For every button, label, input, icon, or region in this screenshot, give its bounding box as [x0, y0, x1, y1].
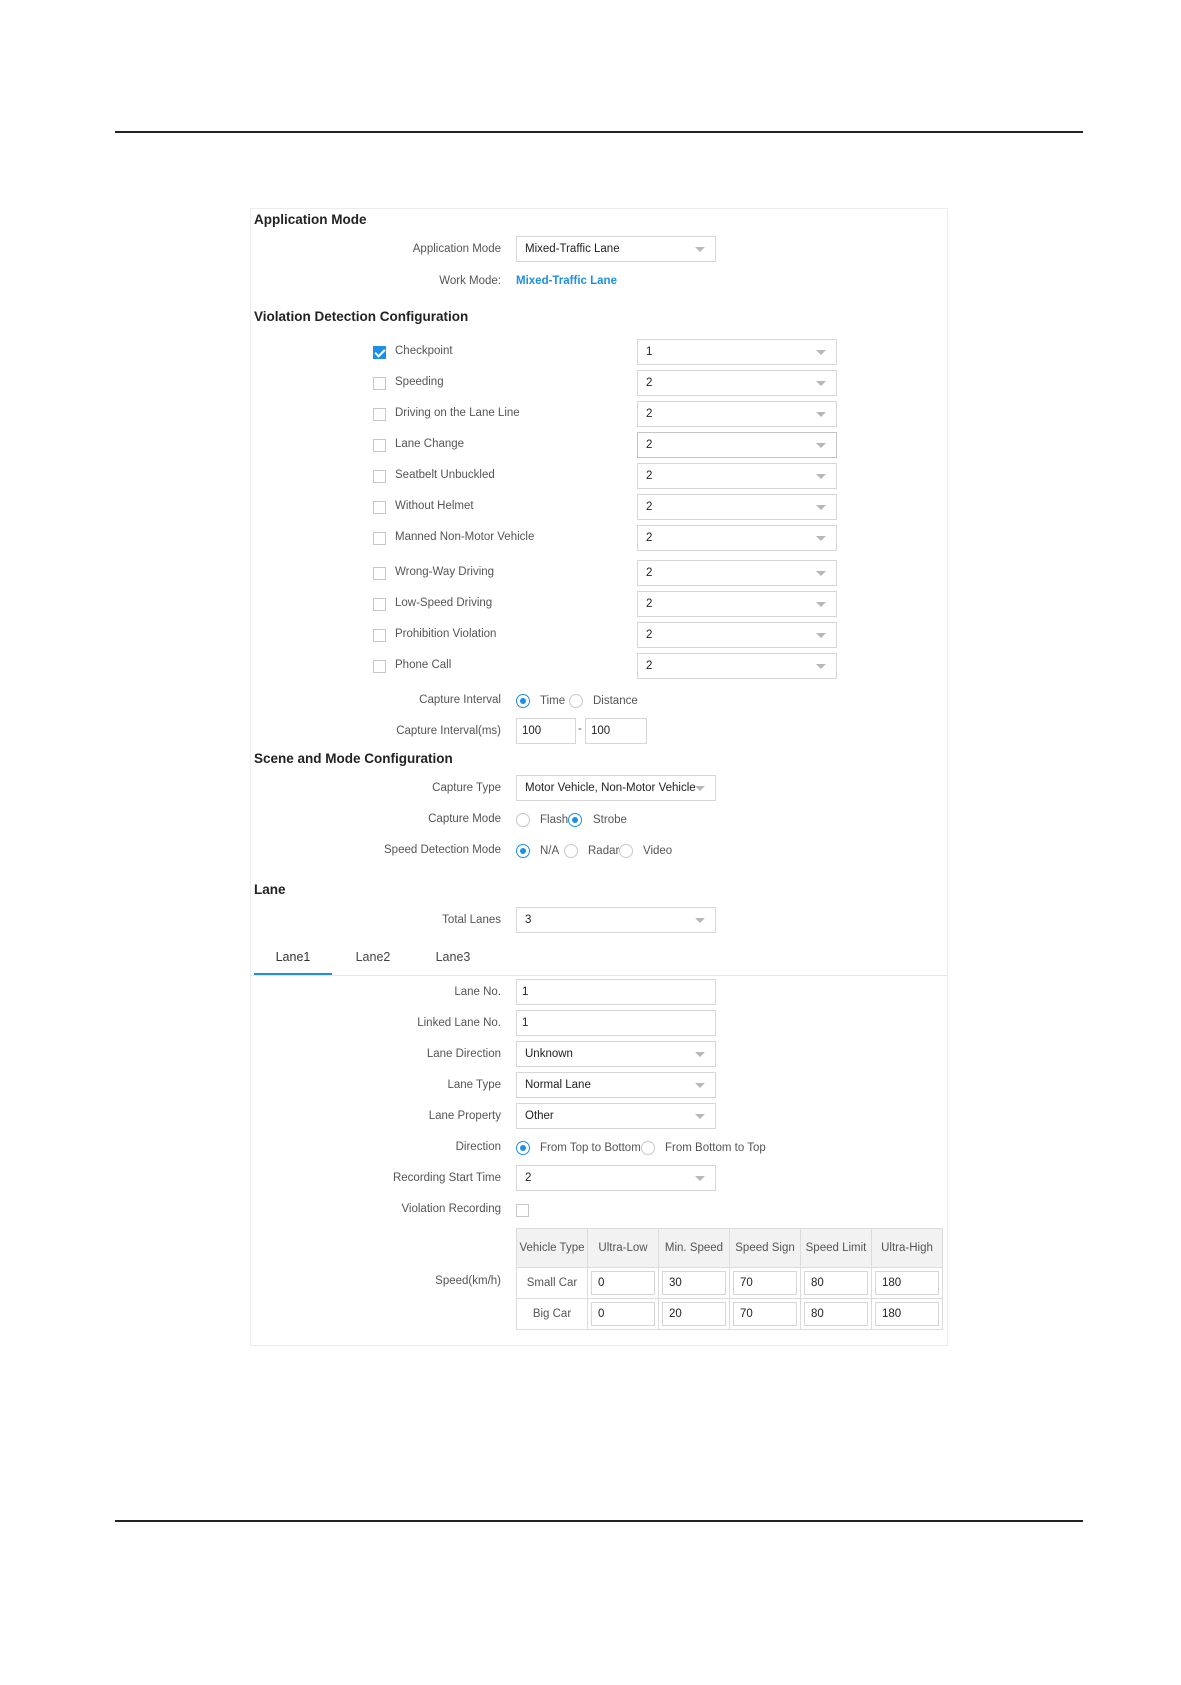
lane-heading: Lane	[254, 882, 286, 897]
application-mode-select[interactable]: Mixed-Traffic Lane	[516, 236, 716, 262]
violation-recording-checkbox[interactable]	[516, 1204, 529, 1217]
col-speed-sign: Speed Sign	[730, 1229, 801, 1268]
table-row	[517, 1268, 943, 1299]
low-speed-select[interactable]: 2	[637, 591, 837, 617]
manned-non-motor-select[interactable]: 2	[637, 525, 837, 551]
chevron-down-icon	[695, 1052, 705, 1057]
col-vehicle-type: Vehicle Type	[517, 1229, 588, 1268]
capture-interval-distance-radio[interactable]	[569, 694, 583, 708]
prohibition-select[interactable]: 2	[637, 622, 837, 648]
chevron-down-icon	[816, 536, 826, 541]
application-mode-label: Application Mode	[412, 243, 501, 255]
vehicle-type-cell: Small Car	[517, 1268, 588, 1299]
capture-interval-to-input[interactable]: 100	[585, 718, 647, 744]
cell-wrap	[801, 1268, 872, 1299]
capture-interval-time-radio[interactable]	[516, 694, 530, 708]
wrong-way-checkbox[interactable]	[373, 567, 386, 580]
lane-change-label: Lane Change	[395, 438, 465, 450]
speed-limit-input[interactable]: 80	[804, 1271, 868, 1295]
settings-panel	[250, 208, 948, 1346]
speed-sign-input[interactable]: 70	[733, 1271, 797, 1295]
work-mode-label: Work Mode:	[439, 275, 501, 287]
speed-detection-na-radio[interactable]	[516, 844, 530, 858]
chevron-down-icon	[816, 571, 826, 576]
wrong-way-label: Wrong-Way Driving	[395, 566, 495, 578]
direction-top-bottom-radio[interactable]	[516, 1141, 530, 1155]
linked-lane-no-label: Linked Lane No.	[417, 1017, 501, 1029]
col-ultra-low: Ultra-Low	[588, 1229, 659, 1268]
interval-separator: -	[578, 723, 582, 735]
phone-call-checkbox[interactable]	[373, 660, 386, 673]
wrong-way-select[interactable]: 2	[637, 560, 837, 586]
lane-direction-label: Lane Direction	[426, 1048, 501, 1060]
prohibition-checkbox[interactable]	[373, 629, 386, 642]
total-lanes-select[interactable]: 3	[516, 907, 716, 933]
capture-type-select[interactable]: Motor Vehicle, Non-Motor Vehicle	[516, 775, 716, 801]
violation-recording-label: Violation Recording	[401, 1203, 501, 1215]
ultra-low-input[interactable]: 0	[591, 1302, 655, 1326]
scene-mode-heading: Scene and Mode Configuration	[254, 751, 453, 766]
cell-wrap	[659, 1299, 730, 1330]
speed-table	[516, 1228, 943, 1330]
cell-wrap	[730, 1268, 801, 1299]
cell-wrap	[588, 1299, 659, 1330]
speed-label: Speed(km/h)	[435, 1275, 501, 1287]
chevron-down-icon	[816, 633, 826, 638]
col-min-speed: Min. Speed	[659, 1229, 730, 1268]
speeding-select[interactable]: 2	[637, 370, 837, 396]
chevron-down-icon	[816, 381, 826, 386]
cell-wrap	[659, 1268, 730, 1299]
bottom-rule	[115, 1520, 1083, 1522]
lane-change-select[interactable]: 2	[637, 432, 837, 458]
phone-call-label: Phone Call	[395, 659, 452, 671]
speed-detection-label: Speed Detection Mode	[384, 844, 501, 856]
recording-start-label: Recording Start Time	[392, 1172, 501, 1184]
chevron-down-icon	[695, 1176, 705, 1181]
lane-property-select[interactable]: Other	[516, 1103, 716, 1129]
helmet-label: Without Helmet	[395, 500, 474, 512]
min-speed-input[interactable]: 30	[662, 1271, 726, 1295]
lane-line-label: Driving on the Lane Line	[395, 407, 520, 419]
chevron-down-icon	[816, 664, 826, 669]
chevron-down-icon	[695, 1114, 705, 1119]
cell-wrap	[588, 1268, 659, 1299]
chevron-down-icon	[816, 350, 826, 355]
col-speed-limit: Speed Limit	[801, 1229, 872, 1268]
manned-non-motor-checkbox[interactable]	[373, 532, 386, 545]
cell-wrap	[730, 1299, 801, 1330]
helmet-select[interactable]: 2	[637, 494, 837, 520]
checkpoint-select[interactable]: 1	[637, 339, 837, 365]
lane-type-select[interactable]: Normal Lane	[516, 1072, 716, 1098]
speed-detection-video-label: Video	[643, 845, 673, 857]
lane-direction-select[interactable]: Unknown	[516, 1041, 716, 1067]
recording-start-select[interactable]: 2	[516, 1165, 716, 1191]
manned-non-motor-label: Manned Non-Motor Vehicle	[395, 531, 535, 543]
chevron-down-icon	[695, 918, 705, 923]
lane-type-label: Lane Type	[447, 1079, 501, 1091]
application-mode-heading: Application Mode	[254, 212, 367, 227]
capture-interval-from-input[interactable]: 100	[516, 718, 576, 744]
capture-interval-distance-label: Distance	[593, 695, 638, 707]
speeding-checkbox[interactable]	[373, 377, 386, 390]
lane-property-label: Lane Property	[428, 1110, 501, 1122]
ultra-high-input[interactable]: 180	[875, 1271, 939, 1295]
capture-mode-strobe-label: Strobe	[593, 814, 627, 826]
work-mode-value: Mixed-Traffic Lane	[516, 275, 617, 287]
capture-mode-strobe-radio[interactable]	[568, 813, 582, 827]
lane-line-select[interactable]: 2	[637, 401, 837, 427]
direction-top-bottom-label: From Top to Bottom	[540, 1142, 641, 1154]
capture-mode-flash-radio[interactable]	[516, 813, 530, 827]
direction-bottom-top-label: From Bottom to Top	[665, 1142, 766, 1154]
chevron-down-icon	[695, 247, 705, 252]
chevron-down-icon	[816, 602, 826, 607]
min-speed-input[interactable]: 20	[662, 1302, 726, 1326]
capture-mode-label: Capture Mode	[428, 813, 501, 825]
seatbelt-select[interactable]: 2	[637, 463, 837, 489]
tab-divider	[251, 975, 947, 976]
ultra-low-input[interactable]: 0	[591, 1271, 655, 1295]
checkpoint-checkbox[interactable]	[373, 346, 386, 359]
linked-lane-no-input[interactable]: 1	[516, 1010, 716, 1036]
tab-lane3[interactable]: Lane3	[435, 950, 471, 964]
speed-detection-radar-radio[interactable]	[564, 844, 578, 858]
violation-detection-heading: Violation Detection Configuration	[254, 309, 469, 324]
capture-interval-label: Capture Interval	[419, 694, 501, 706]
lane-no-input[interactable]: 1	[516, 979, 716, 1005]
chevron-down-icon	[816, 443, 826, 448]
speeding-label: Speeding	[395, 376, 444, 388]
tab-lane2[interactable]: Lane2	[355, 950, 391, 964]
speed-detection-video-radio[interactable]	[619, 844, 633, 858]
lane-line-checkbox[interactable]	[373, 408, 386, 421]
speed-detection-na-label: N/A	[540, 845, 560, 857]
col-ultra-high: Ultra-High	[872, 1229, 943, 1268]
cell-wrap	[872, 1268, 943, 1299]
total-lanes-label: Total Lanes	[442, 914, 501, 926]
capture-interval-time-label: Time	[540, 695, 566, 707]
ultra-high-input[interactable]: 180	[875, 1302, 939, 1326]
seatbelt-checkbox[interactable]	[373, 470, 386, 483]
seatbelt-label: Seatbelt Unbuckled	[395, 469, 495, 481]
capture-type-label: Capture Type	[432, 782, 501, 794]
tab-lane1[interactable]: Lane1	[275, 950, 311, 964]
cell-wrap	[801, 1299, 872, 1330]
lane-change-checkbox[interactable]	[373, 439, 386, 452]
vehicle-type-cell: Big Car	[517, 1299, 588, 1330]
chevron-down-icon	[816, 505, 826, 510]
chevron-down-icon	[695, 786, 705, 791]
checkpoint-label: Checkpoint	[395, 345, 453, 357]
direction-label: Direction	[455, 1141, 501, 1153]
capture-interval-ms-label: Capture Interval(ms)	[396, 725, 501, 737]
direction-bottom-top-radio[interactable]	[641, 1141, 655, 1155]
speed-table-header	[517, 1229, 943, 1268]
low-speed-checkbox[interactable]	[373, 598, 386, 611]
helmet-checkbox[interactable]	[373, 501, 386, 514]
chevron-down-icon	[816, 474, 826, 479]
active-tab-indicator	[254, 973, 332, 975]
chevron-down-icon	[816, 412, 826, 417]
speed-sign-input[interactable]: 70	[733, 1302, 797, 1326]
prohibition-label: Prohibition Violation	[395, 628, 497, 640]
table-row	[517, 1299, 943, 1330]
speed-limit-input[interactable]: 80	[804, 1302, 868, 1326]
cell-wrap	[872, 1299, 943, 1330]
phone-call-select[interactable]: 2	[637, 653, 837, 679]
lane-no-label: Lane No.	[454, 986, 501, 998]
capture-mode-flash-label: Flash	[540, 814, 569, 826]
top-rule	[115, 131, 1083, 133]
chevron-down-icon	[695, 1083, 705, 1088]
low-speed-label: Low-Speed Driving	[395, 597, 493, 609]
speed-detection-radar-label: Radar	[588, 845, 620, 857]
